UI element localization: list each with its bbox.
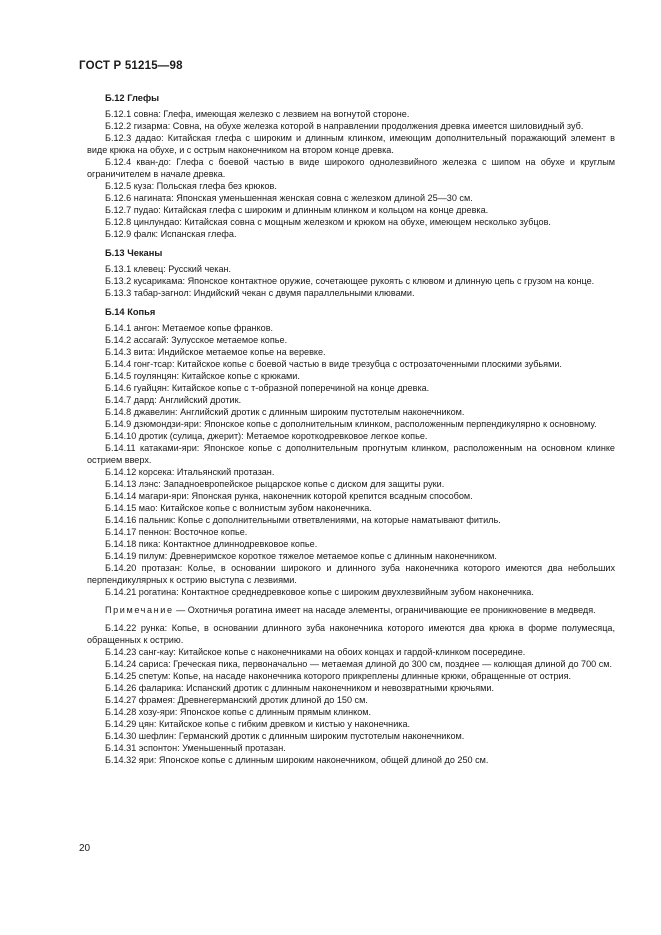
term-entry: Б.14.24 сариса: Греческая пика, первоначально — метаемая длиной до 300 см, позднее — колющая длиной до 700 см. [105,659,613,669]
term-entry: Б.12.4 кван-до: Глефа с боевой частью в виде широкого однолезвийного железка с шипом на обухе и круглым ограничителем в начале древка. [87,157,615,179]
term-entry: Б.13.1 клевец: Русский чекан. [105,264,232,274]
term-entry: Б.14.22 рунка: Копье, в основании длинного зуба наконечника которого имеются два крюка в форме полумесяца, обращенных к острию. [87,623,615,645]
term-entry: Б.14.7 дард: Английский дротик. [105,395,242,405]
term-entry: Б.12.2 гизарма: Совна, на обухе железка которой в направлении продолжения древка имеется шиловидный зуб. [105,121,584,131]
term-entry: Б.14.2 ассагай: Зулусское метаемое копье. [105,335,288,345]
note-text: — Охотничья рогатина имеет на насаде элементы, ограничивающие ее проникновение в медведя. [173,605,596,615]
term-entry: Б.14.4 гонг-тсар: Китайское копье с боевой частью в виде трезубца с острозаточенными плоскими зубьями. [105,359,562,369]
term-entry: Б.14.8 джавелин: Английский дротик с длинным широким пустотелым наконечником. [105,407,465,417]
term-entry: Б.14.19 пилум: Древнеримское короткое тяжелое метаемое копье с длинным наконечником. [105,551,497,561]
term-entry: Б.14.13 лэнс: Западноевропейское рыцарское копье с диском для защиты руки. [105,479,445,489]
term-entry: Б.12.7 пудао: Китайская глефа с широким и длинным клинком и кольцом на конце древка. [105,205,489,215]
term-entry: Б.14.5 гоулянцян: Китайское копье с крюками. [105,371,300,381]
term-entry: Б.14.32 яри: Японское копье с длинным широким наконечником, общей длиной до 250 см. [105,755,489,765]
term-entry: Б.12.8 цинлундао: Китайская совна с мощным железком и крюком на обухе, имеющем несколько зубцов. [105,217,551,227]
term-entry: Б.14.12 корсека: Итальянский протазан. [105,467,275,477]
document-body [87,92,615,766]
term-entry: Б.13.3 табар-загнол: Индийский чекан с двумя параллельными клювами. [105,288,415,298]
term-entry: Б.14.21 рогатина: Контактное среднедревковое копье с широким двухлезвийным зубом наконечника. [105,587,534,597]
term-entry: Б.14.10 дротик (сулица, джерит): Метаемое короткодревковое легкое копье. [105,431,428,441]
term-entry: Б.14.16 пальник: Копье с дополнительными ответвлениями, на которые наматывают фитиль. [105,515,501,525]
section-heading: Б.13 Чеканы [105,248,163,258]
term-entry: Б.12.5 куза: Польская глефа без крюков. [105,181,277,191]
term-entry: Б.14.28 хозу-яри: Японское копье с длинным прямым клинком. [105,707,372,717]
term-entry: Б.14.20 протазан: Колье, в основании широкого и длинного зуба наконечника которого имеются два небольших перпендикулярных к острию выступа с лезвиями. [87,563,615,585]
term-entry: Б.14.29 цян: Китайское копье с гибким древком и кистью у наконечника. [105,719,411,729]
term-entry: Б.12.1 совна: Глефа, имеющая железко с лезвием на вогнутой стороне. [105,109,410,119]
term-entry: Б.14.14 магари-яри: Японская рунка, наконечник которой крепится всадным способом. [105,491,473,501]
term-entry: Б.12.6 нагината: Японская уменьшенная женская совна с железком длиной 25—30 см. [105,193,473,203]
term-entry: Б.14.18 пика: Контактное длиннодревковое копье. [105,539,318,549]
page-number: 20 [79,843,91,854]
term-entry: Б.14.3 вита: Индийское метаемое копье на веревке. [105,347,326,357]
note-paragraph [87,604,615,616]
term-entry: Б.12.3 дадао: Китайская глефа с широким и длинным клинком, имеющим дополнительный поражающий элемент в виде крюка на обухе, и с острым наконечником на втором конце древка. [87,133,615,155]
term-entry: Б.14.6 гуайцян: Китайское копье с т-образной поперечиной на конце древка. [105,383,430,393]
term-entry: Б.14.15 мао: Китайское копье с волнистым зубом наконечника. [105,503,372,513]
term-entry: Б.14.25 спетум: Копье, на насаде наконечника которого прикреплены длинные крюки, обращенные от острия. [105,671,572,681]
section-heading: Б.12 Глефы [105,93,160,103]
section-heading: Б.14 Копья [105,307,156,317]
term-entry: Б.14.23 санг-кау: Китайское копье с наконечниками на обоих концах и гардой-клинком посередине. [105,647,526,657]
term-entry: Б.13.2 кусарикама: Японское контактное оружие, сочетающее рукоять с клювом и длинную цепь с грузом на конце. [105,276,595,286]
term-entry: Б.14.1 ангон: Метаемое копье франков. [105,323,274,333]
term-entry: Б.14.27 фрамея: Древнегерманский дротик длиной до 150 см. [105,695,368,705]
term-entry: Б.14.26 фаларика: Испанский дротик с длинным наконечником и невозвратными крючьями. [105,683,495,693]
document-header: ГОСТ Р 51215—98 [79,60,183,72]
term-entry: Б.14.11 катаками-яри: Японское копье с дополнительным прогнутым клинком, расположенным на основном клинке острием вверх. [87,443,615,465]
term-entry: Б.14.31 эспонтон: Уменьшенный протазан. [105,743,286,753]
term-entry: Б.12.9 фалк: Испанская глефа. [105,229,237,239]
term-entry: Б.14.9 дзюмондзи-яри: Японское копье с дополнительным клинком, расположенным перпендикулярно к основному. [105,419,597,429]
note-label: Примечание [105,605,174,615]
term-entry: Б.14.17 пеннон: Восточное копье. [105,527,248,537]
term-entry: Б.14.30 шефлин: Германский дротик с длинным широким пустотелым наконечником. [105,731,465,741]
